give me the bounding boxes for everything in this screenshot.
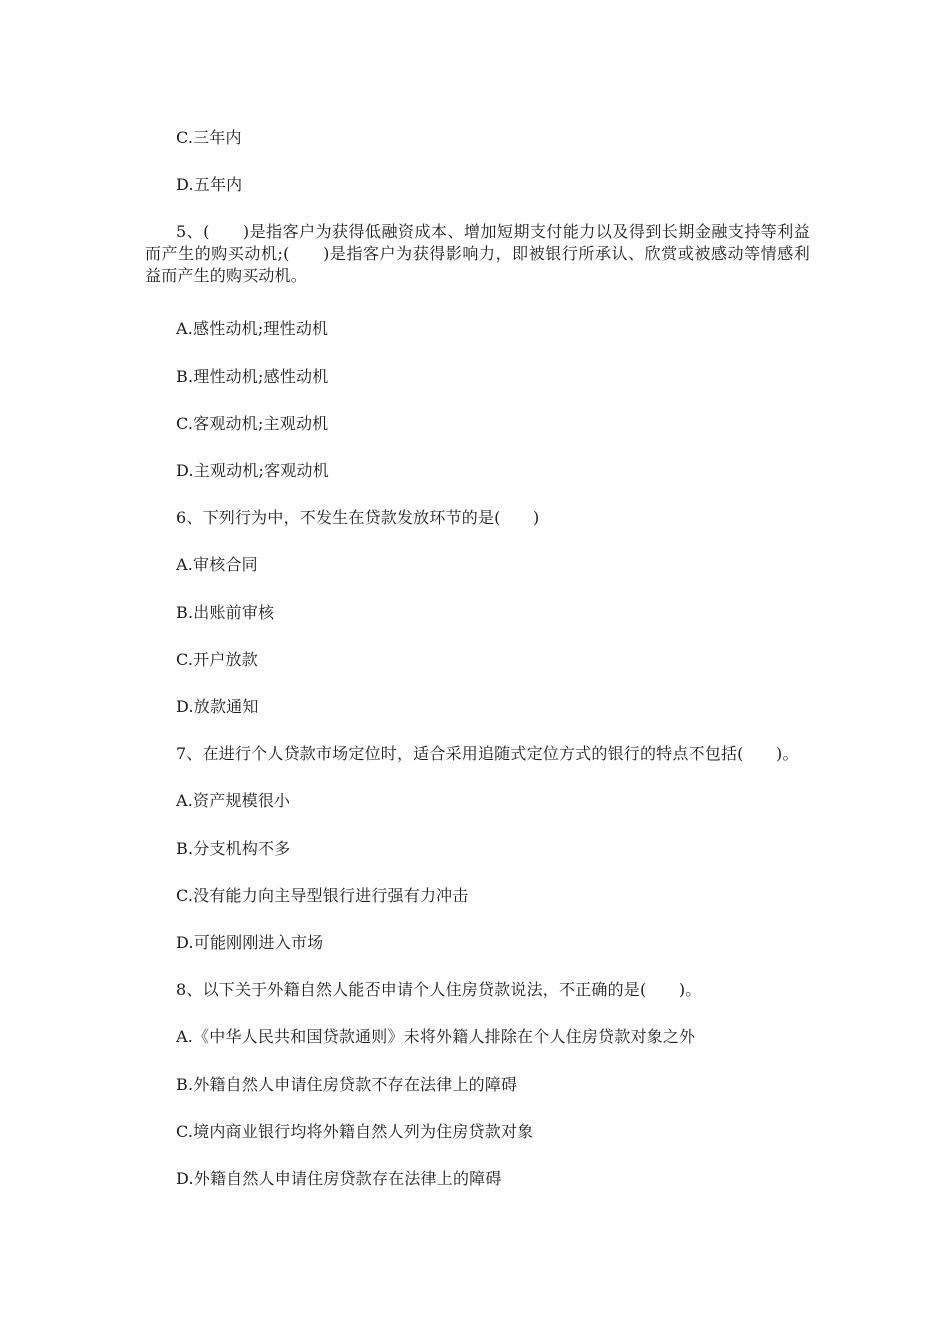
- q8-option-b: B.外籍自然人申请住房贷款不存在法律上的障碍: [176, 1075, 518, 1094]
- q5-option-c: C.客观动机;主观动机: [176, 414, 329, 433]
- q6-option-c: C.开户放款: [176, 650, 258, 669]
- q7-option-d: D.可能刚刚进入市场: [176, 933, 324, 952]
- q7-option-a: A.资产规模很小: [176, 791, 291, 810]
- q8-option-a: A.《中华人民共和国贷款通则》未将外籍人排除在个人住房贷款对象之外: [176, 1027, 696, 1046]
- q4-option-d: D.五年内: [176, 175, 243, 194]
- q7-option-b: B.分支机构不多: [176, 839, 291, 858]
- q5-option-b: B.理性动机;感性动机: [176, 367, 329, 386]
- q5-option-d: D.主观动机;客观动机: [176, 461, 329, 480]
- q6-option-b: B.出账前审核: [176, 603, 275, 622]
- q7-stem: 7、在进行个人贷款市场定位时，适合采用追随式定位方式的银行的特点不包括( )。: [176, 744, 799, 763]
- q6-stem: 6、下列行为中，不发生在贷款发放环节的是( ): [176, 508, 540, 527]
- q8-stem: 8、以下关于外籍自然人能否申请个人住房贷款说法，不正确的是( )。: [176, 980, 702, 999]
- q8-option-d: D.外籍自然人申请住房贷款存在法律上的障碍: [176, 1169, 502, 1188]
- q6-option-a: A.审核合同: [176, 555, 258, 574]
- q4-option-c: C.三年内: [176, 128, 242, 147]
- q8-option-c: C.境内商业银行均将外籍自然人列为住房贷款对象: [176, 1122, 534, 1141]
- q7-option-c: C.没有能力向主导型银行进行强有力冲击: [176, 886, 469, 905]
- q5-stem: 5、( )是指客户为获得低融资成本、增加短期支付能力以及得到长期金融支持等利益而产生的购买动机;( )是指客户为获得影响力，即被银行所承认、欣赏或被感动等情感利益而产生的购买动机。: [145, 222, 810, 285]
- q5-option-a: A.感性动机;理性动机: [176, 319, 329, 338]
- q6-option-d: D.放款通知: [176, 697, 259, 716]
